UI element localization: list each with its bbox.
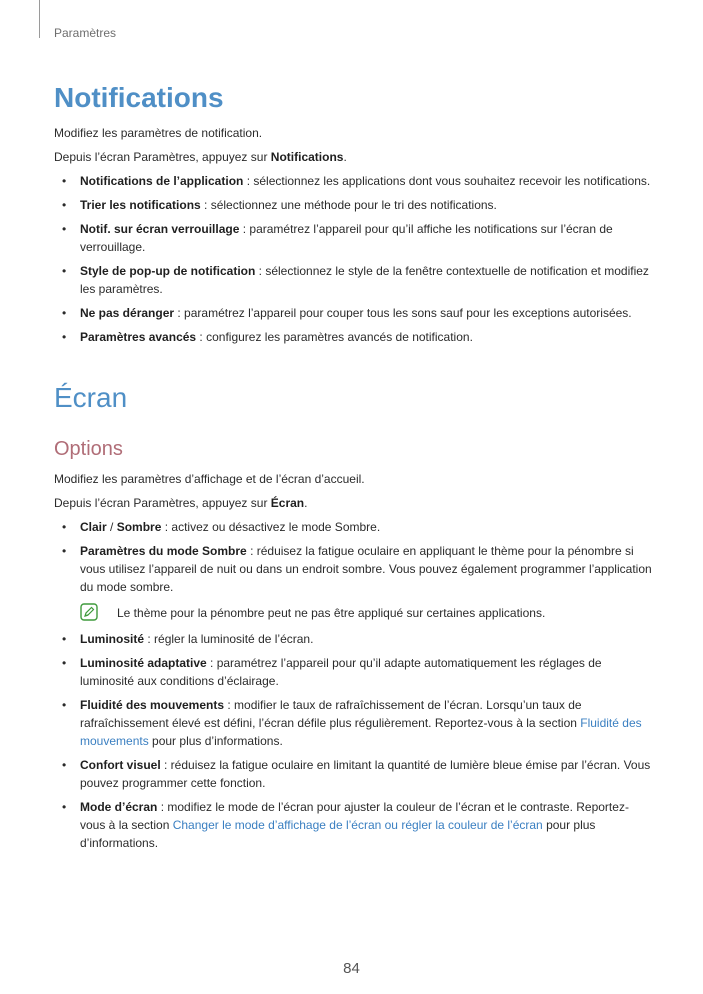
- fluidite-link[interactable]: Fluidité des mouvements: [80, 716, 642, 748]
- list-item: • Fluidité des mouvements : modifier le taux de rafraîchissement de l’écran. Lorsqu’un taux de rafraîchissement élevé est défini, l’écran défile plus régulièrement. Reportez-vous à la section Fluidité des mouvements pour plus d’informations.: [62, 698, 642, 748]
- ecran-title: Écran: [54, 382, 128, 413]
- list-item: • Clair / Sombre : activez ou désactivez le mode Sombre.: [62, 520, 381, 534]
- notifications-list: [54, 172, 654, 346]
- list-item: • Confort visuel : réduisez la fatigue oculaire en limitant la quantité de lumière bleue émise par l’écran. Vous pouvez programmer cette fonction.: [62, 758, 651, 790]
- list-item: • Ne pas déranger : paramétrez l’appareil pour couper tous les sons sauf pour les exceptions autorisées.: [62, 306, 632, 320]
- running-header: Paramètres: [54, 26, 117, 40]
- page-number: 84: [343, 960, 360, 977]
- header-rule: [39, 0, 40, 38]
- ecran-list-a: [54, 518, 654, 596]
- options-subtitle: Options: [54, 438, 123, 460]
- mode-ecran-link[interactable]: Changer le mode d’affichage de l’écran ou régler la couleur de l’écran: [172, 818, 543, 832]
- notifications-intro: Modifiez les paramètres de notification.: [54, 126, 263, 140]
- note-pencil-icon: [80, 603, 98, 621]
- list-item: • Style de pop-up de notification : sélectionnez le style de la fenêtre contextuelle de notification et modifiez les paramètres.: [62, 264, 649, 296]
- list-item: • Notif. sur écran verrouillage : paramétrez l’appareil pour qu’il affiche les notifications sur l’écran de verrouillage.: [62, 222, 613, 254]
- note: [54, 602, 654, 624]
- notifications-title: Notifications: [54, 82, 224, 113]
- page-content: [54, 80, 654, 852]
- ecran-intro: Modifiez les paramètres d’affichage et de l’écran d’accueil.: [54, 472, 365, 486]
- list-item: • Trier les notifications : sélectionnez une méthode pour le tri des notifications.: [62, 198, 497, 212]
- list-item: • Luminosité : régler la luminosité de l’écran.: [62, 632, 314, 646]
- list-item: • Mode d’écran : modifiez le mode de l’écran pour ajuster la couleur de l’écran et le contraste. Reportez-vous à la section Changer le mode d’affichage de l’écran ou régler la couleur de l’écran pour plus d’informations.: [62, 800, 629, 850]
- notifications-path: Depuis l’écran Paramètres, appuyez sur Notifications.: [54, 150, 347, 164]
- list-item: • Paramètres avancés : configurez les paramètres avancés de notification.: [62, 330, 473, 344]
- note-text: Le thème pour la pénombre peut ne pas être appliqué sur certaines applications.: [117, 606, 546, 620]
- ecran-list-b: [54, 630, 654, 852]
- list-item: • Notifications de l’application : sélectionnez les applications dont vous souhaitez recevoir les notifications.: [62, 174, 651, 188]
- ecran-path: Depuis l’écran Paramètres, appuyez sur Écran.: [54, 496, 308, 510]
- list-item: • Luminosité adaptative : paramétrez l’appareil pour qu’il adapte automatiquement les réglages de luminosité aux conditions d’éclairage.: [62, 656, 602, 688]
- list-item: • Paramètres du mode Sombre : réduisez la fatigue oculaire en appliquant le thème pour la pénombre si vous utilisez l’appareil de nuit ou dans un endroit sombre. Vous pouvez également programmer l’application du mode sombre.: [62, 544, 652, 594]
